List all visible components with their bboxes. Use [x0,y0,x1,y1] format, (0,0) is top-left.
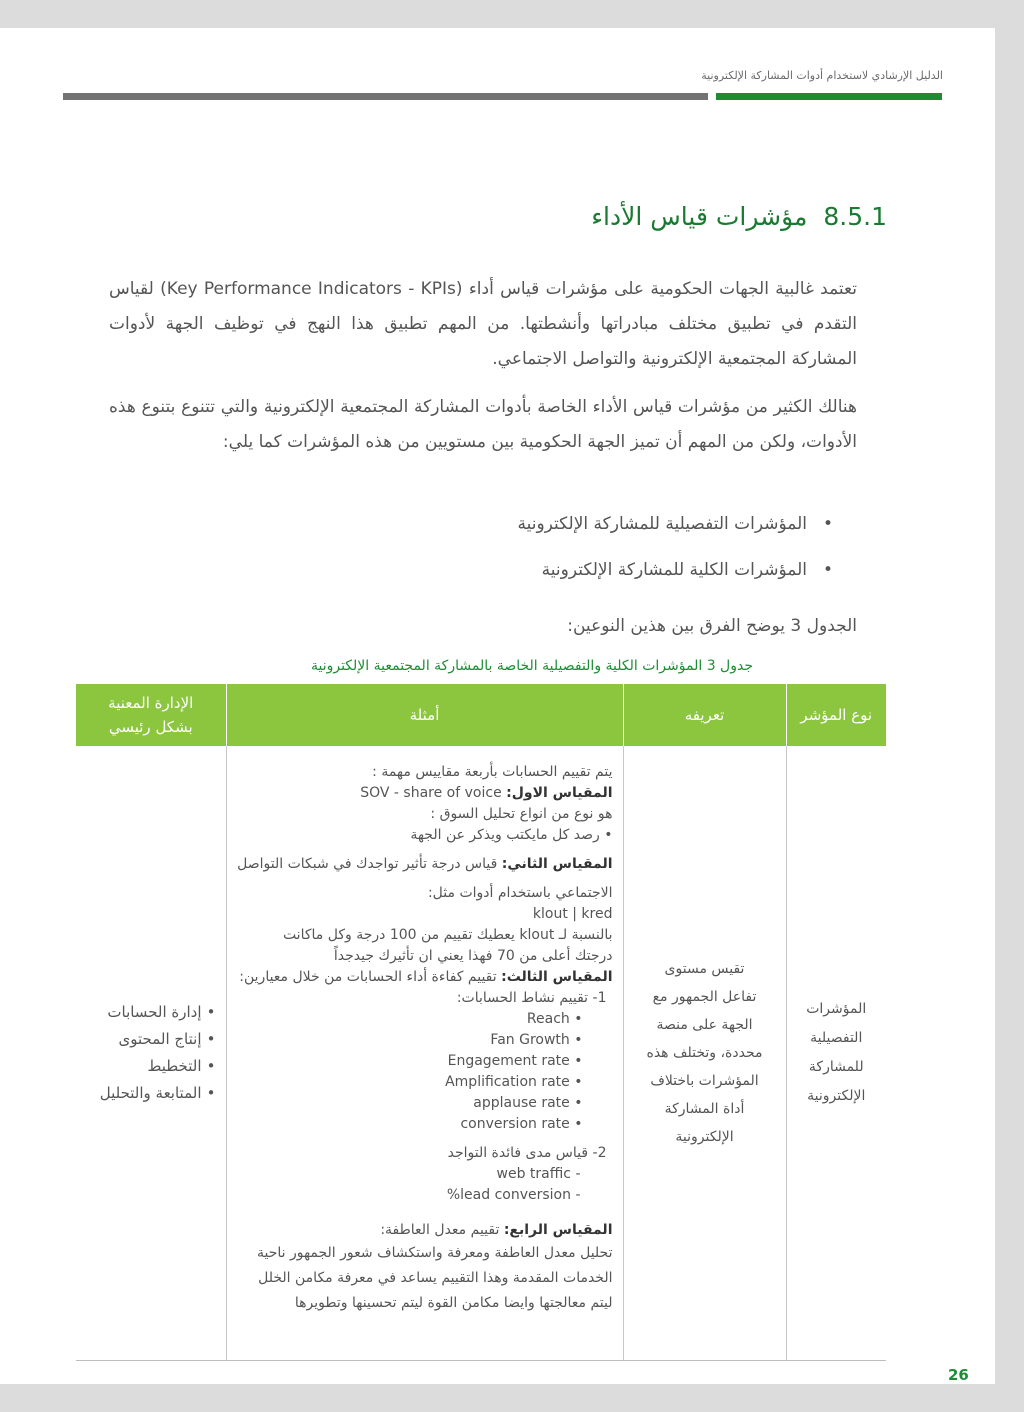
cell-definition: تقيس مستوى تفاعل الجمهور مع الجهة على منصة محددة، وتختلف هذه المؤشرات باختلاف أداة المشاركة الإلكترونية [623,746,786,1360]
bullet-icon: • [822,560,833,580]
bullet-icon: • [822,514,833,534]
section-title: مؤشرات قياس الأداء [591,202,808,231]
table-lead-text: الجدول 3 يوضح الفرق بين هذين النوعين: [567,616,857,636]
list-item: • رصد كل مايكتب ويذكر عن الجهة [410,827,613,843]
cell-indicator-type: المؤشرات التفصيلية للمشاركة الإلكترونية [786,746,886,1360]
section-number: 8.5.1 [823,202,887,231]
list-item: %lead conversion - [446,1187,581,1203]
list-item: Fan Growth • [490,1032,583,1048]
kpi-table [76,684,886,1361]
intro-paragraph: تعتمد غالبية الجهات الحكومية على مؤشرات قياس أداء (Key Performance Indicators - KPIs) لقياس التقدم في تطبيق مختلف مبادراتها وأنشطتها. من المهم تطبيق هذا النهج في توظيف الجهة لأدوات المشاركة المجتمعية الإلكترونية والتواصل الاجتماعي. [109,279,857,369]
list-item: • إدارة الحسابات [86,999,216,1026]
page-number: 26 [948,1366,969,1384]
header-definition: تعريفه [623,684,786,746]
metric-1: المقياس الاول: SOV - share of voice [360,785,613,801]
list-item: Reach • [526,1011,583,1027]
list-item: conversion rate • [460,1116,583,1132]
cell-departments [76,746,226,1360]
section-heading [591,202,887,231]
header-rule-green [716,93,942,100]
cell-examples: يتم تقييم الحسابات بأربعة مقاييس مهمة : المقياس الاول: SOV - share of voice هو نوع من انواع تحليل السوق : • رصد كل مايكتب ويذكر عن الجهة المقياس الثاني: قياس درجة تأثير تواجدك في شبكات التواصل الاجتماعي باستخدام أدوات مثل: klout | kred بالنسبة لـ klout يعطيك تقييم من 100 درجة وكل ماكانت درجتك أعلى من 70 فهذا يعني ان تأثيرك جيدجداً المقياس الثالث: تقييم كفاءة أداء الحسابات من خلال معيارين: 1- تقييم نشاط الحسابات: Reach • Fan Growth • Engagement rate • Amplification rate • applause rate • conversion rate • 2- قياس مدى فائدة التواجد web traffic - %lead conversion - المقياس الرابع: تقييم معدل العاطفة: تحليل معدل العاطفة ومعرفة واستكشاف شعور الجمهور ناحية الخدمات المقدمة وهذا التقييم يساعد في معرفة مكامن الخلل ليتم معالجتها وايضا مكامن القوة ليتم تحسينها وتطويرها [226,746,623,1360]
levels-paragraph: هنالك الكثير من مؤشرات قياس الأداء الخاصة بأدوات المشاركة المجتمعية الإلكترونية والتي تتنوع بتنوع هذه الأدوات، ولكن من المهم أن تميز الجهة الحكومية بين مستويين من هذه المؤشرات كما يلي: [109,397,857,452]
metric-4: المقياس الرابع: تقييم معدل العاطفة: [380,1222,613,1238]
document-page [0,28,995,1384]
list-item: applause rate • [473,1095,583,1111]
list-item: • التخطيط [86,1053,216,1080]
list-item: • المؤشرات الكلية للمشاركة الإلكترونية [517,550,833,596]
metric-3: المقياس الثالث: تقييم كفاءة أداء الحسابات من خلال معيارين: [239,969,613,985]
header-rule-gray [63,93,708,100]
list-item: Amplification rate • [445,1074,583,1090]
list-item: Engagement rate • [447,1053,583,1069]
examples-intro: يتم تقييم الحسابات بأربعة مقاييس مهمة : [372,764,613,780]
bullet-icon: • [599,827,613,843]
list-item: • المؤشرات التفصيلية للمشاركة الإلكترونية [517,504,833,550]
departments-list [86,999,216,1107]
metric-2: المقياس الثاني: قياس درجة تأثير تواجدك في شبكات التواصل [237,856,613,872]
table-row [76,746,886,1360]
table-caption: جدول 3 المؤشرات الكلية والتفصيلية الخاصة بالمشاركة المجتمعية الإلكترونية [310,658,753,674]
table-header-row [76,684,886,746]
list-item: • إنتاج المحتوى [86,1026,216,1053]
running-header: الدليل الإرشادي لاستخدام أدوات المشاركة الإلكترونية [701,69,943,82]
header-indicator-type: نوع المؤشر [786,684,886,746]
list-item: web traffic - [496,1166,581,1182]
header-department: الإدارة المعنية بشكل رئيسي [76,684,226,746]
indicator-levels-list [517,504,833,596]
list-item: • المتابعة والتحليل [86,1080,216,1107]
header-examples: أمثلة [226,684,623,746]
